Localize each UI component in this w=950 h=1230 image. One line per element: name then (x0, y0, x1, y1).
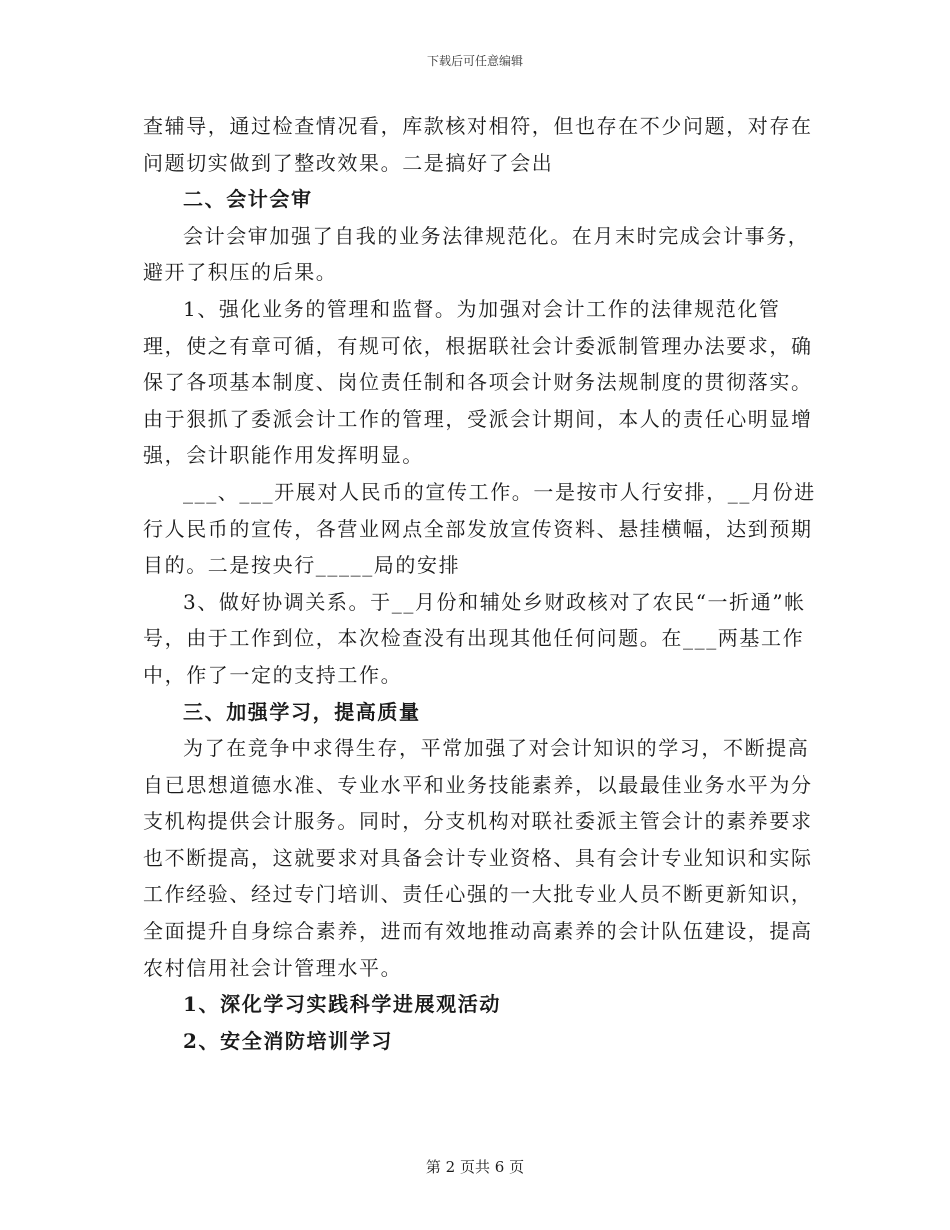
paragraph-management-supervision: 1、强化业务的管理和监督。为加强对会计工作的法律规范化管理，使之有章可循，有规可依，根据联社会计委派制管理办法要求，确保了各项基本制度、岗位责任制和各项会计财务法规制度的贯彻落实。由于狠抓了委派会计工作的管理，受派会计期间，本人的责任心明显增强，会计职能作用发挥明显。 (143, 296, 813, 468)
section-heading-accounting-review: 二、会计会审 (183, 187, 313, 212)
paragraph-review-intro: 会计会审加强了自我的业务法律规范化。在月末时完成会计事务，避开了积压的后果。 (143, 223, 810, 285)
document-body (143, 108, 823, 1059)
paragraph-coordination: 3、做好协调关系。于__月份和辅处乡财政核对了农民“一折通”帐号，由于工作到位，本次检查没有出现其他任何问题。在___两基工作中，作了一定的支持工作。 (143, 589, 806, 687)
subheading-science-development: 1、深化学习实践科学进展观活动 (183, 992, 501, 1017)
paragraph-rmb-promotion: ___、___开展对人民币的宣传工作。一是按市人行安排，__月份进行人民币的宣传，各营业网点全部发放宣传资料、悬挂横幅，达到预期目的。二是按央行_____局的安排 (143, 479, 816, 578)
page-header: 下载后可任意编辑 (426, 54, 523, 68)
page-number-footer: 第 2 页共 6 页 (425, 1158, 525, 1176)
paragraph-learning: 为了在竞争中求得生存，平常加强了对会计知识的学习，不断提高自已思想道德水准、专业水平和业务技能素养，以最最佳业务水平为分支机构提供会计服务。同时，分支机构对联社委派主管会计的素养要求也不断提高，这就要求对具备会计专业资格、具有会计专业知识和实际工作经验、经过专门培训、责任心强的一大批专业人员不断更新知识，全面提升自身综合素养，进而有效地推动高素养的会计队伍建设，提高农村信用社会计管理水平。 (143, 736, 813, 980)
paragraph-continuation: 查辅导，通过检查情况看，库款核对相符，但也存在不少问题，对存在问题切实做到了整改效果。二是搞好了会出 (143, 114, 813, 175)
section-heading-learning-quality: 三、加强学习，提高质量 (183, 699, 421, 724)
subheading-fire-safety-training: 2、安全消防培训学习 (183, 1028, 393, 1053)
